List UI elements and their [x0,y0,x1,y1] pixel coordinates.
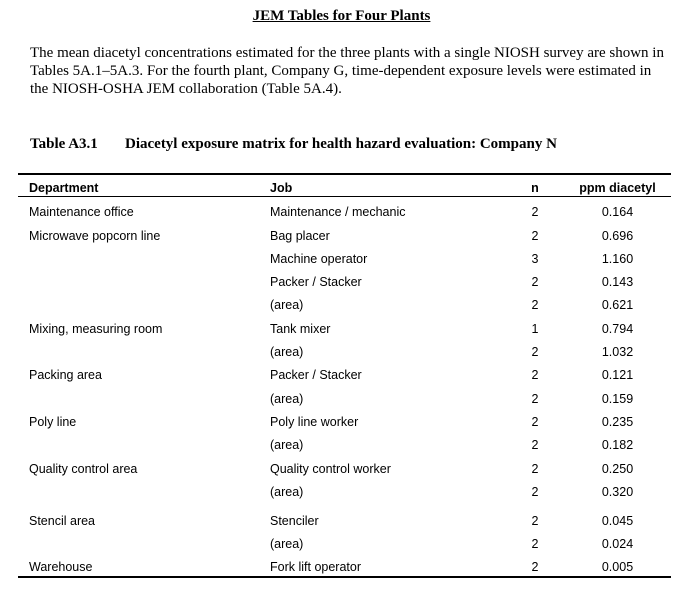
cell-n: 1 [531,322,539,336]
table-row [0,459,683,479]
table-row [0,365,683,385]
table-row [0,534,683,554]
cell-n: 2 [531,514,539,528]
table-row [0,202,683,222]
page-title: JEM Tables for Four Plants [252,8,431,24]
intro-paragraph: The mean diacetyl concentrations estimated for the three plants with a single NIOSH survey are shown in Tables 5A.1–5A.3. For the fourth plant, Company G, time-dependent exposure levels were estimated in the NIOSH-OSHA JEM collaboration (Table 5A.4). [30,45,664,97]
cell-job: (area) [270,438,304,452]
cell-job: (area) [270,392,304,406]
cell-job: Fork lift operator [270,560,362,574]
cell-ppm: 0.164 [601,205,634,219]
cell-department: Warehouse [29,560,93,574]
cell-ppm: 1.160 [601,252,634,266]
table-row [0,557,683,577]
cell-department: Mixing, measuring room [29,322,163,336]
cell-department: Microwave popcorn line [29,229,161,243]
cell-ppm: 0.621 [601,298,634,312]
cell-n: 3 [531,252,539,266]
cell-n: 2 [531,462,539,476]
cell-n: 2 [531,438,539,452]
cell-job: Maintenance / mechanic [270,205,406,219]
table-row [0,342,683,362]
cell-n: 2 [531,415,539,429]
cell-ppm: 0.250 [601,462,634,476]
cell-job: Poly line worker [270,415,359,429]
cell-n: 2 [531,205,539,219]
table-row [0,319,683,339]
cell-job: (area) [270,485,304,499]
cell-ppm: 0.024 [601,537,634,551]
cell-job: (area) [270,345,304,359]
table-row [0,435,683,455]
cell-ppm: 0.121 [601,368,634,382]
cell-ppm: 0.159 [601,392,634,406]
cell-n: 2 [531,560,539,574]
cell-n: 2 [531,537,539,551]
cell-department: Quality control area [29,462,138,476]
table-row [0,249,683,269]
cell-department: Stencil area [29,514,96,528]
table-row [0,272,683,292]
cell-department: Packing area [29,368,102,382]
cell-job: (area) [270,537,304,551]
table-row [0,482,683,502]
cell-job: (area) [270,298,304,312]
header-ppm: ppm diacetyl [579,181,656,195]
header-department: Department [29,181,99,195]
cell-n: 2 [531,298,539,312]
cell-ppm: 0.235 [601,415,634,429]
table-bottom-rule [18,576,671,578]
cell-department: Poly line [29,415,77,429]
cell-ppm: 0.696 [601,229,634,243]
cell-job: Bag placer [270,229,330,243]
cell-job: Packer / Stacker [270,275,362,289]
cell-n: 2 [531,485,539,499]
cell-n: 2 [531,229,539,243]
table-header-rule [18,196,671,197]
table-caption [30,136,557,153]
table-row [0,295,683,315]
cell-ppm: 1.032 [601,345,634,359]
cell-ppm: 0.045 [601,514,634,528]
cell-job: Quality control worker [270,462,391,476]
table-number: Table A3.1 [30,136,98,152]
cell-job: Stenciler [270,514,319,528]
header-n: n [531,181,539,195]
cell-n: 2 [531,345,539,359]
table-header-row [0,178,683,198]
cell-job: Machine operator [270,252,368,266]
cell-n: 2 [531,392,539,406]
cell-ppm: 0.182 [601,438,634,452]
table-title: Diacetyl exposure matrix for health hazard evaluation: Company N [125,136,557,152]
cell-n: 2 [531,368,539,382]
cell-n: 2 [531,275,539,289]
cell-ppm: 0.320 [601,485,634,499]
cell-ppm: 0.005 [601,560,634,574]
table-row [0,511,683,531]
cell-job: Tank mixer [270,322,331,336]
table-row [0,412,683,432]
cell-job: Packer / Stacker [270,368,362,382]
table-row [0,226,683,246]
table-row [0,389,683,409]
cell-ppm: 0.794 [601,322,634,336]
header-job: Job [270,181,293,195]
cell-ppm: 0.143 [601,275,634,289]
table-top-rule [18,173,671,175]
cell-department: Maintenance office [29,205,134,219]
